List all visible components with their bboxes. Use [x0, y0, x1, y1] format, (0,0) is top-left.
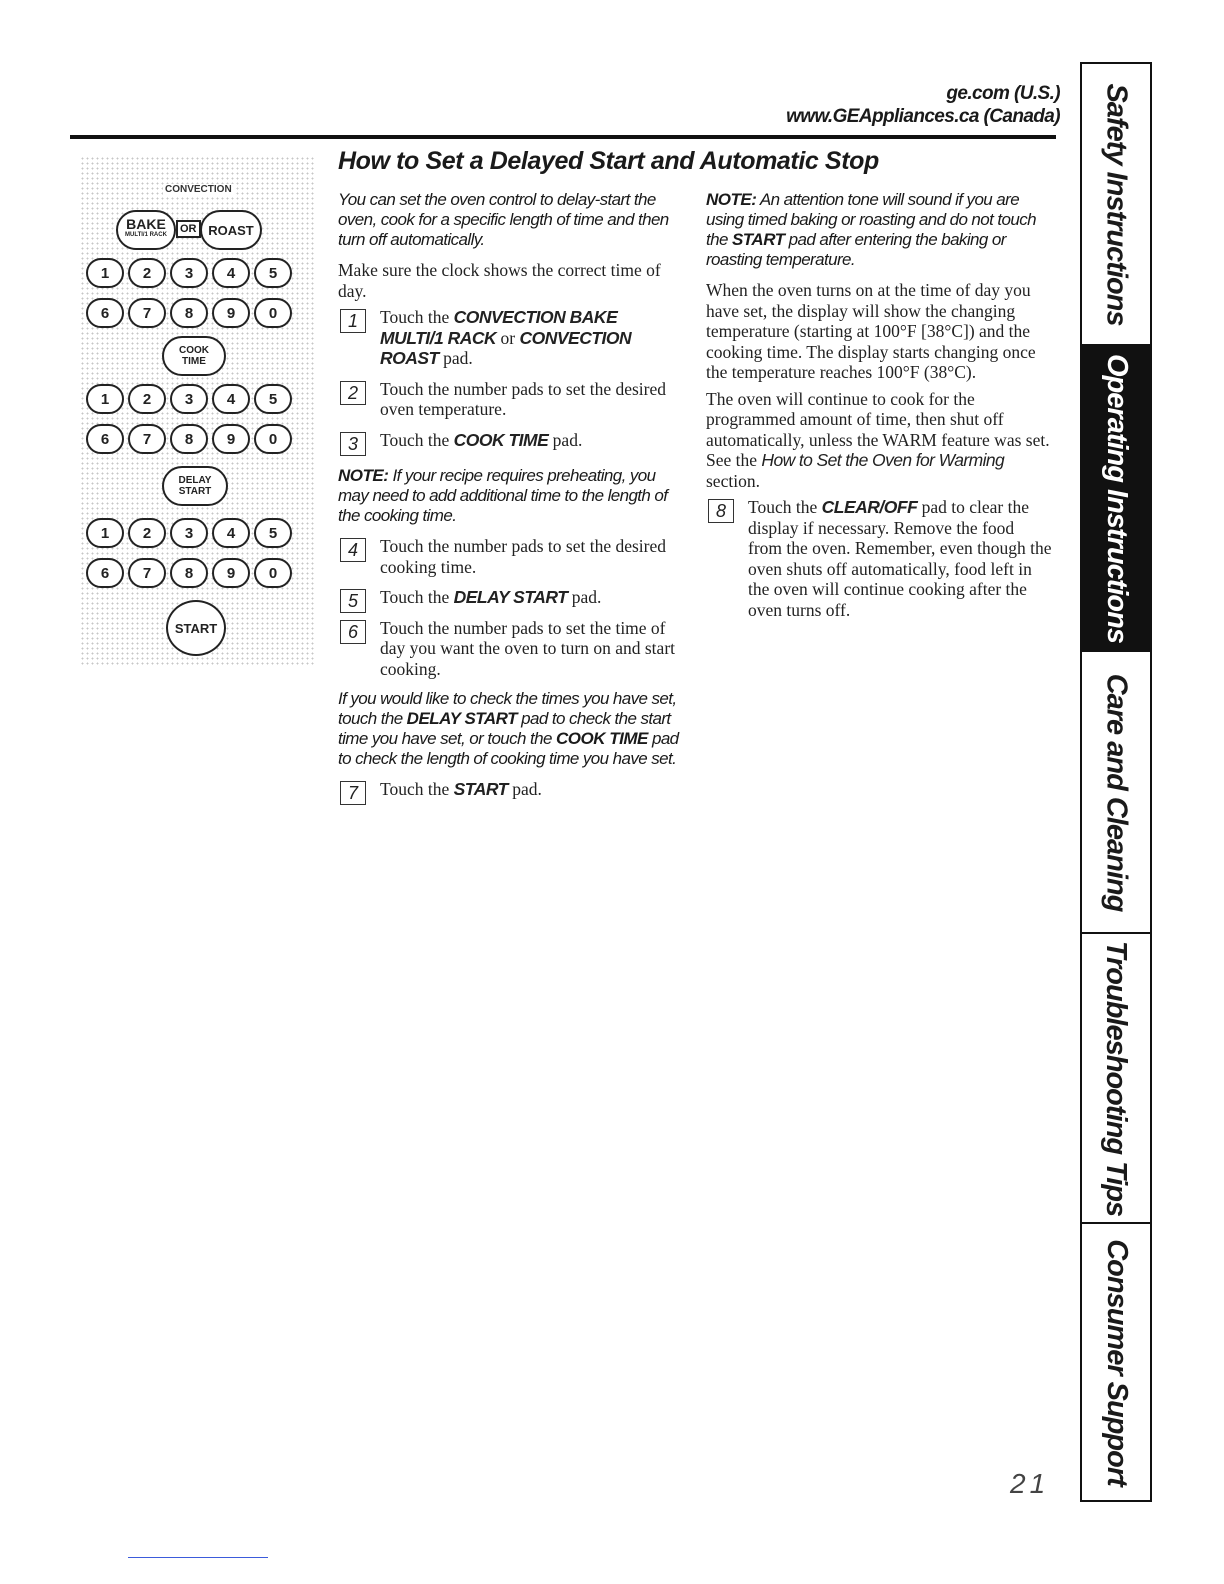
tab-label: Troubleshooting Tips — [1100, 940, 1133, 1216]
or-label: OR — [176, 220, 201, 238]
cook-time-pad — [162, 336, 226, 376]
digit-pad: 0 — [254, 424, 292, 454]
step-text: or — [496, 327, 520, 348]
digit-pad: 5 — [254, 518, 292, 548]
digit-pad: 3 — [170, 518, 208, 548]
delay-start-label-2: START — [178, 486, 212, 497]
keyword: CONVECTION ROAST — [380, 327, 632, 368]
step-2 — [338, 379, 682, 420]
step-number-box: 1 — [340, 309, 366, 333]
footer-rule — [128, 1557, 268, 1558]
step-5 — [338, 587, 682, 611]
keyword: CLEAR/OFF — [821, 497, 918, 517]
note-label: NOTE: — [338, 466, 389, 485]
step-number-box: 3 — [340, 432, 366, 456]
step-number-box: 2 — [340, 381, 366, 405]
roast-pad: ROAST — [200, 210, 262, 250]
page-number: 21 — [1010, 1468, 1050, 1499]
continue-cooking-paragraph — [706, 389, 1052, 492]
step-text: Touch the number pads to set the desired oven temperature. — [380, 378, 666, 419]
section-title: How to Set a Delayed Start and Automatic Stop — [338, 147, 879, 175]
step-text: pad. — [507, 779, 542, 799]
digit-pad: 7 — [128, 424, 166, 454]
step-3 — [338, 429, 682, 454]
digit-pad: 6 — [86, 298, 124, 328]
digit-pad: 5 — [254, 384, 292, 414]
tab-label: Care and Cleaning — [1100, 673, 1133, 911]
step-number-box: 8 — [708, 499, 734, 523]
side-tab-bar — [1080, 62, 1152, 1502]
digit-pad: 2 — [128, 258, 166, 288]
website-us-link[interactable]: ge.com (U.S.) — [946, 83, 1060, 104]
step-number-box: 7 — [340, 781, 366, 805]
step-number-box: 5 — [340, 589, 366, 613]
step-text: Touch the — [380, 429, 454, 450]
tab-label: Consumer Support — [1100, 1238, 1133, 1486]
paragraph-text: section. — [706, 470, 760, 491]
digit-pad: 6 — [86, 558, 124, 588]
tab-safety-instructions[interactable] — [1082, 64, 1150, 344]
step-text: Touch the — [380, 779, 454, 799]
right-column — [706, 190, 1052, 630]
bake-pad-label: BAKE — [126, 216, 166, 232]
step-1 — [338, 307, 682, 369]
tab-troubleshooting-tips[interactable] — [1082, 932, 1150, 1222]
note-text: pad after entering the baking or roasting temperature. — [706, 230, 1006, 269]
tab-operating-instructions[interactable] — [1082, 344, 1150, 650]
intro-text: You can set the oven control to delay-start the oven, cook for a specific length of time and then turn off automatically. — [338, 190, 669, 249]
digit-pad: 0 — [254, 298, 292, 328]
step-4 — [338, 536, 682, 577]
keyword: COOK TIME — [556, 729, 648, 748]
step-text: Touch the — [380, 307, 454, 327]
digit-pad: 4 — [212, 258, 250, 288]
check-text: If you would like to check the times you have set, touch the — [338, 689, 677, 728]
step-number-box: 4 — [340, 538, 366, 562]
website-canada-link[interactable]: www.GEAppliances.ca (Canada) — [786, 106, 1060, 127]
delay-start-label-1: DELAY — [178, 475, 212, 486]
step-text: pad. — [548, 429, 583, 450]
digit-pad: 7 — [128, 558, 166, 588]
delay-start-pad — [162, 466, 228, 506]
header-rule — [70, 135, 1056, 139]
tab-label: Operating Instructions — [1100, 353, 1133, 643]
digit-pad: 1 — [86, 258, 124, 288]
digit-pad: 9 — [212, 298, 250, 328]
header-links — [786, 82, 1060, 128]
left-column — [338, 190, 682, 810]
digit-pad: 8 — [170, 558, 208, 588]
digit-pad: 9 — [212, 558, 250, 588]
keyword: COOK TIME — [453, 429, 549, 450]
step-text: Touch the — [748, 497, 822, 517]
tab-consumer-support[interactable] — [1082, 1222, 1150, 1500]
digit-pad: 2 — [128, 518, 166, 548]
digit-pad: 0 — [254, 558, 292, 588]
clock-text: Make sure the clock shows the correct time of day. — [338, 260, 661, 301]
digit-pad: 3 — [170, 384, 208, 414]
step-text: Touch the — [380, 587, 454, 607]
keyword: CONVECTION BAKE MULTI/1 RACK — [380, 307, 618, 348]
step-text: Touch the number pads to set the time of day you want the oven to turn on and start cooking. — [380, 617, 676, 679]
note-label: NOTE: — [706, 190, 757, 209]
note-preheat — [338, 466, 682, 526]
step-text: pad. — [438, 348, 473, 368]
note-attention-tone — [706, 190, 1052, 270]
note-text: An attention tone will sound if you are using timed baking or roasting and do not touch the — [706, 190, 1036, 249]
warming-section-reference: How to Set the Oven for Warming — [761, 450, 1005, 470]
panel-label: CONVECTION — [165, 184, 232, 195]
digit-pad: 8 — [170, 298, 208, 328]
digit-pad: 1 — [86, 384, 124, 414]
step-7 — [338, 779, 682, 803]
digit-pad: 5 — [254, 258, 292, 288]
step-number-box: 6 — [340, 620, 366, 644]
tab-care-and-cleaning[interactable] — [1082, 650, 1150, 932]
keyword: START — [453, 779, 508, 799]
step-text: Touch the number pads to set the desired cooking time. — [380, 536, 666, 577]
digit-pad: 4 — [212, 518, 250, 548]
cook-time-label-1: COOK — [179, 345, 209, 356]
bake-pad-sublabel: MULTI/1 RACK — [125, 232, 167, 238]
digit-pad: 4 — [212, 384, 250, 414]
check-text: pad to check the start time you have set, or touch the — [338, 709, 671, 748]
display-paragraph: When the oven turns on at the time of day you have set, the display will show the changing temperature (starting at 100°F [38°C]) and the cooking time. The display starts changing once the temperature reaches 100°F (38°C). — [706, 280, 1036, 382]
keyword: START — [731, 230, 785, 249]
tab-label: Safety Instructions — [1100, 82, 1133, 326]
cook-time-label-2: TIME — [182, 356, 206, 367]
step-text: pad to clear the display if necessary. Remove the food from the oven. Remember, even though the oven shuts off automatically, food left in the oven will continue cooking after the oven turns off. — [748, 497, 1052, 620]
check-times-text — [338, 689, 682, 769]
digit-pad: 3 — [170, 258, 208, 288]
digit-pad: 2 — [128, 384, 166, 414]
digit-pad: 9 — [212, 424, 250, 454]
keyword: DELAY START — [453, 587, 568, 607]
digit-pad: 8 — [170, 424, 208, 454]
step-8 — [706, 497, 1052, 620]
start-pad: START — [166, 600, 226, 656]
digit-pad: 1 — [86, 518, 124, 548]
digit-pad: 7 — [128, 298, 166, 328]
check-text: pad to check the length of cooking time you have set. — [338, 729, 679, 768]
digit-pad: 6 — [86, 424, 124, 454]
step-text: pad. — [567, 587, 602, 607]
bake-pad — [116, 210, 176, 250]
note-text: If your recipe requires preheating, you may need to add additional time to the length of the cooking time. — [338, 466, 668, 525]
paragraph-text: The oven will continue to cook for the programmed amount of time, then shut off automatically, unless the WARM feature was set. See the — [706, 388, 1050, 470]
step-6 — [338, 618, 682, 680]
keyword: DELAY START — [406, 709, 518, 728]
